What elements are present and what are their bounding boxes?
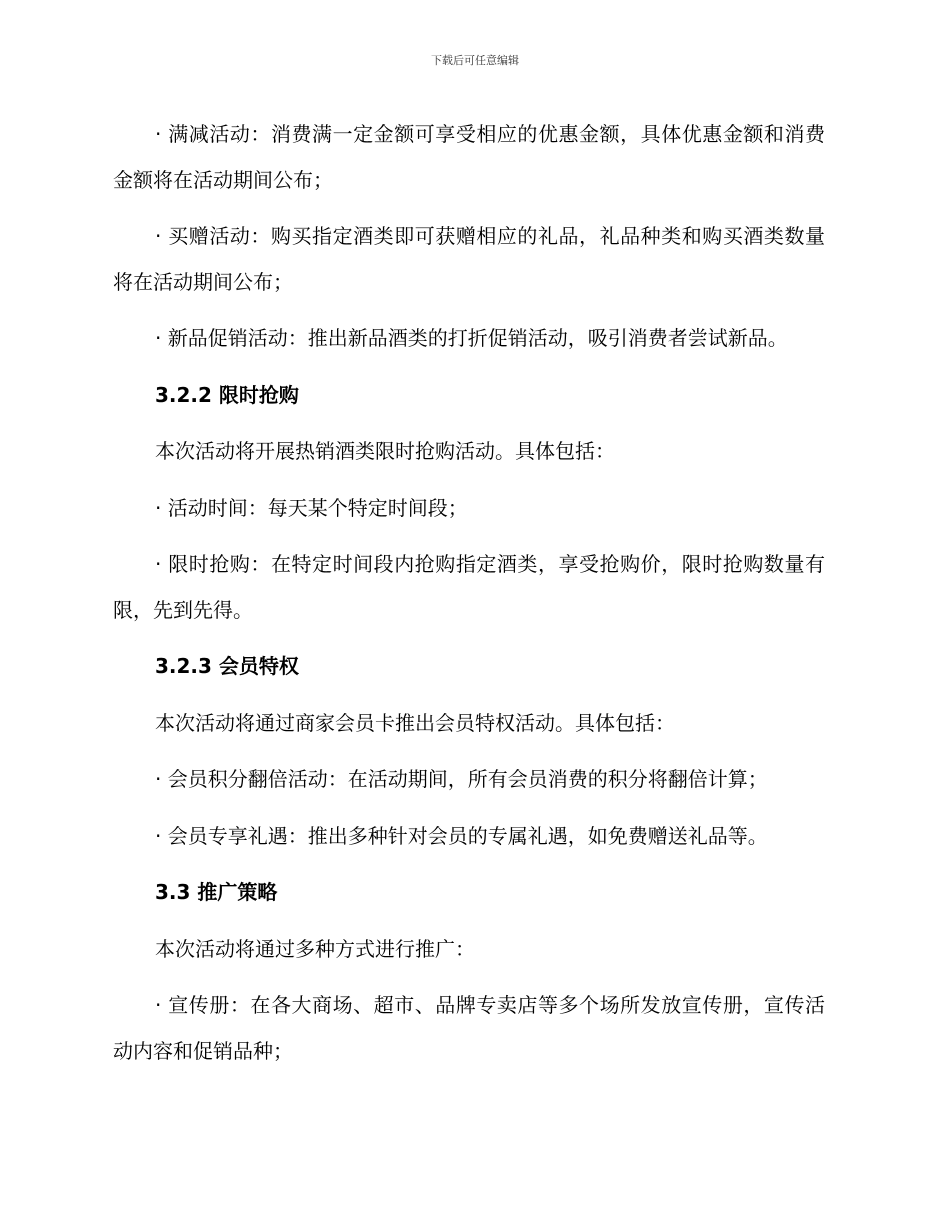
- bullet-activity-time: · 活动时间：每天某个特定时间段；: [155, 495, 468, 520]
- section-heading-3-3: 3.3 推广策略: [155, 880, 278, 904]
- bullet-member-points: · 会员积分翻倍活动：在活动期间，所有会员消费的积分将翻倍计算；: [155, 767, 768, 791]
- bullet-full-reduction: · 满减活动：消费满一定金额可享受相应的优惠金额，具体优惠金额和消费金额将在活动期间公布；: [113, 122, 825, 192]
- promotion-intro: 本次活动将通过多种方式进行推广：: [155, 936, 475, 961]
- bullet-new-product-promo: · 新品促销活动：推出新品酒类的打折促销活动，吸引消费者尝试新品。: [155, 326, 788, 350]
- flash-sale-intro: 本次活动将开展热销酒类限时抢购活动。具体包括：: [155, 439, 615, 463]
- bullet-buy-gift: · 买赠活动：购买指定酒类即可获赠相应的礼品，礼品种类和购买酒类数量将在活动期间公布；: [113, 224, 825, 294]
- page-header: 下载后可任意编辑: [431, 54, 519, 67]
- bullet-flash-sale: · 限时抢购：在特定时间段内抢购指定酒类，享受抢购价，限时抢购数量有限，先到先得。: [113, 552, 825, 622]
- bullet-member-perks: · 会员专享礼遇：推出多种针对会员的专属礼遇，如免费赠送礼品等。: [155, 823, 768, 848]
- bullet-brochure: · 宣传册：在各大商场、超市、品牌专卖店等多个场所发放宣传册，宣传活动内容和促销品种；: [113, 993, 825, 1063]
- section-heading-3-2-3: 3.2.3 会员特权: [155, 654, 299, 678]
- section-heading-3-2-2: 3.2.2 限时抢购: [155, 382, 299, 407]
- member-intro: 本次活动将通过商家会员卡推出会员特权活动。具体包括：: [155, 710, 675, 735]
- document-body: [113, 112, 825, 1085]
